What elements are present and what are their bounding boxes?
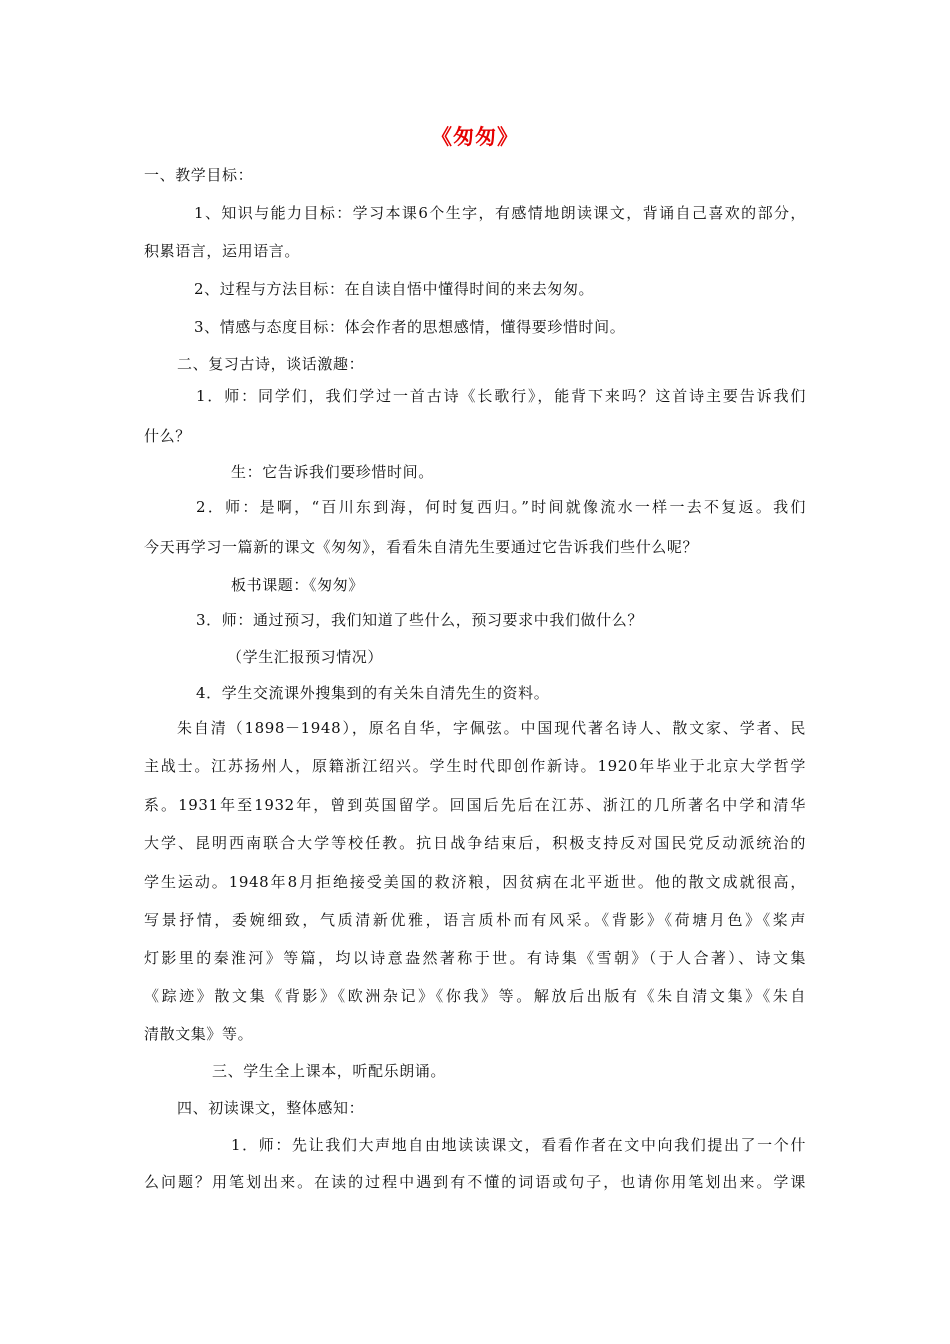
document-title: 《匆匆》 — [431, 124, 519, 149]
paragraph-line: 清散文集》等。 — [144, 1025, 254, 1043]
paragraph-line: 朱自清（1898－1948），原名自华，字佩弦。中国现代著名诗人、散文家、学者、民 — [177, 719, 806, 737]
paragraph-line: （学生汇报预习情况） — [227, 648, 384, 666]
paragraph-line: 今天再学习一篇新的课文《匆匆》，看看朱自清先生要通过它告诉我们些什么呢？ — [144, 538, 699, 556]
paragraph-line: 2．师：是啊，“百川东到海，何时复西归。”时间就像流水一样一去不复返。我们 — [196, 498, 806, 516]
paragraph-line: 板书课题：《匆匆》 — [231, 576, 364, 594]
section-heading: 一、教学目标： — [144, 166, 254, 184]
section-heading: 二、复习古诗，谈话激趣： — [177, 355, 365, 373]
paragraph-line: 4．学生交流课外搜集到的有关朱自清先生的资料。 — [196, 684, 550, 702]
paragraph-line: 积累语言，运用语言。 — [144, 242, 301, 260]
paragraph-line: 什么？ — [144, 427, 191, 445]
paragraph-line: 大学、昆明西南联合大学等校任教。抗日战争结束后，积极支持反对国民党反动派统治的 — [144, 834, 806, 852]
paragraph-line: 1．师：先让我们大声地自由地读读课文，看看作者在文中向我们提出了一个什 — [231, 1136, 806, 1154]
section-heading: 四、初读课文，整体感知： — [177, 1099, 365, 1117]
paragraph-line: 么问题？用笔划出来。在读的过程中遇到有不懂的词语或句子，也请你用笔划出来。学课 — [144, 1173, 806, 1191]
paragraph-line: 主战士。江苏扬州人，原籍浙江绍兴。学生时代即创作新诗。1920年毕业于北京大学哲学 — [144, 757, 806, 775]
paragraph-line: 生：它告诉我们要珍惜时间。 — [231, 463, 434, 481]
paragraph-line: 灯影里的秦淮河》等篇，均以诗意盎然著称于世。有诗集《雪朝》（于人合著）、诗文集 — [144, 949, 806, 967]
paragraph-line: 写景抒情，委婉细致，气质清新优雅，语言质朴而有风采。《背影》《荷塘月色》《桨声 — [144, 911, 806, 929]
section-heading: 三、学生全上课本，听配乐朗诵。 — [212, 1062, 447, 1080]
paragraph-line: 系。1931年至1932年，曾到英国留学。回国后先后在江苏、浙江的几所著名中学和清华 — [144, 796, 806, 814]
paragraph-line: 学生运动。1948年8月拒绝接受美国的救济粮，因贫病在北平逝世。他的散文成就很高， — [144, 873, 806, 891]
paragraph-line: 2、过程与方法目标：在自读自悟中懂得时间的来去匆匆。 — [194, 280, 595, 298]
paragraph-line: 3、情感与态度目标：体会作者的思想感情，懂得要珍惜时间。 — [194, 318, 626, 336]
paragraph-line: 3．师：通过预习，我们知道了些什么，预习要求中我们做什么？ — [196, 611, 643, 629]
paragraph-line: 1、知识与能力目标：学习本课6个生字，有感情地朗读课文，背诵自己喜欢的部分， — [194, 204, 806, 222]
paragraph-line: 《踪迹》散文集《背影》《欧洲杂记》《你我》等。解放后出版有《朱自清文集》《朱自 — [144, 987, 806, 1005]
paragraph-line: 1．师：同学们，我们学过一首古诗《长歌行》，能背下来吗？这首诗主要告诉我们 — [196, 387, 806, 405]
